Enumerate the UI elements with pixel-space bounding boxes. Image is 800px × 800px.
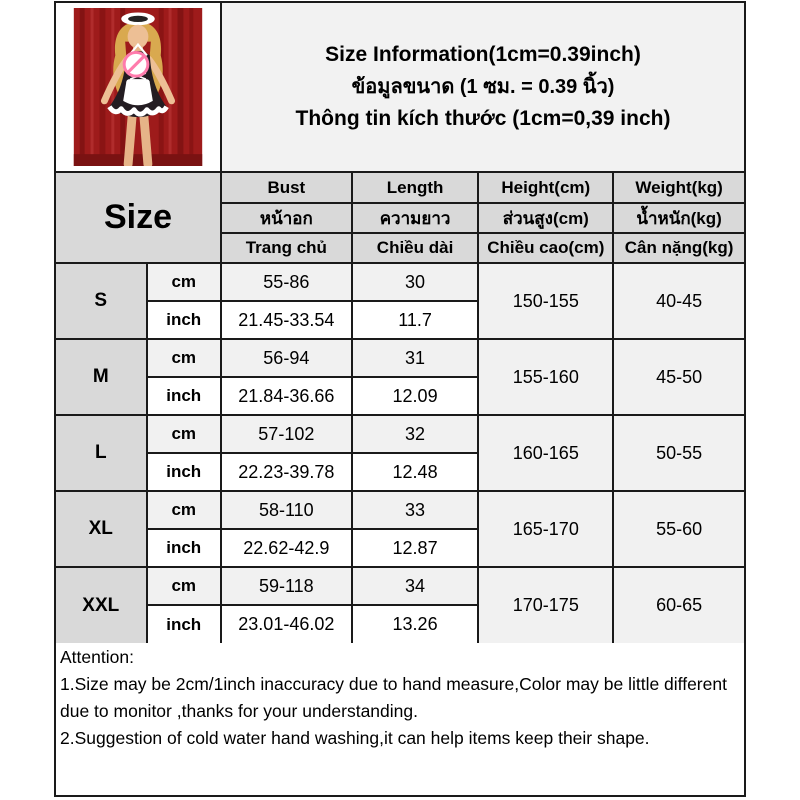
cell-length-inch: 11.7 [352,301,479,339]
attention-line-1: 1.Size may be 2cm/1inch inaccuracy due to hand measure,Color may be little different due to monitor ,thanks for your understanding. [60,674,727,721]
cell-bust-cm: 55-86 [221,263,352,301]
unit-cm: cm [147,415,221,453]
size-header-cell: Size [56,173,221,263]
cell-bust-inch: 22.23-39.78 [221,453,352,491]
cell-length-cm: 31 [352,339,479,377]
col-header-length-en: Length [352,173,479,203]
col-header-height-vi: Chiều cao(cm) [478,233,613,263]
cell-bust-cm: 56-94 [221,339,352,377]
unit-inch: inch [147,377,221,415]
col-header-weight-en: Weight(kg) [613,173,744,203]
header-row-english [56,173,744,203]
size-label-xxl: XXL [56,567,147,643]
cell-weight: 40-45 [613,263,744,339]
cell-bust-inch: 21.84-36.66 [221,377,352,415]
cell-bust-inch: 21.45-33.54 [221,301,352,339]
unit-cm: cm [147,491,221,529]
attention-heading: Attention: [60,647,134,667]
col-header-height-th: ส่วนสูง(cm) [478,203,613,233]
cell-length-inch: 12.87 [352,529,479,567]
unit-inch: inch [147,453,221,491]
unit-cm: cm [147,263,221,301]
cell-bust-inch: 22.62-42.9 [221,529,352,567]
cell-weight: 55-60 [613,491,744,567]
col-header-bust-vi: Trang chủ [221,233,352,263]
col-header-height-en: Height(cm) [478,173,613,203]
cell-height: 165-170 [478,491,613,567]
unit-inch: inch [147,529,221,567]
cell-weight: 50-55 [613,415,744,491]
cell-height: 170-175 [478,567,613,643]
cell-bust-cm: 59-118 [221,567,352,605]
size-chart-sheet [54,1,746,797]
table-row-s-cm [56,263,744,301]
col-header-bust-en: Bust [221,173,352,203]
cell-bust-cm: 58-110 [221,491,352,529]
cell-bust-inch: 23.01-46.02 [221,605,352,643]
size-label-l: L [56,415,147,491]
cell-length-inch: 12.48 [352,453,479,491]
title-vietnamese: Thông tin kích thước (1cm=0,39 inch) [295,107,671,130]
attention-line-2: 2.Suggestion of cold water hand washing,it can help items keep their shape. [60,728,650,748]
table-row-xxl-cm [56,567,744,605]
cell-length-cm: 33 [352,491,479,529]
unit-cm: cm [147,567,221,605]
table-row-m-cm [56,339,744,377]
col-header-length-vi: Chiều dài [352,233,479,263]
cell-length-inch: 13.26 [352,605,479,643]
title-thai: ข้อมูลขนาด (1 ซม. = 0.39 นิ้ว) [351,76,615,98]
prohibition-sign-icon [124,52,148,76]
unit-cm: cm [147,339,221,377]
cell-length-cm: 30 [352,263,479,301]
title-english: Size Information(1cm=0.39inch) [325,43,641,66]
col-header-bust-th: หน้าอก [221,203,352,233]
cell-bust-cm: 57-102 [221,415,352,453]
product-photo-cell [56,3,222,171]
size-label-xl: XL [56,491,147,567]
cell-weight: 45-50 [613,339,744,415]
cell-height: 150-155 [478,263,613,339]
cell-length-cm: 32 [352,415,479,453]
table-row-xl-cm [56,491,744,529]
col-header-weight-vi: Cân nặng(kg) [613,233,744,263]
unit-inch: inch [147,605,221,643]
white-apron [123,79,153,105]
header-section [56,3,744,173]
cell-weight: 60-65 [613,567,744,643]
attention-note [56,643,744,795]
size-label-s: S [56,263,147,339]
col-header-weight-th: น้ำหนัก(kg) [613,203,744,233]
unit-inch: inch [147,301,221,339]
table-row-l-cm [56,415,744,453]
title-block [222,3,744,171]
cell-height: 160-165 [478,415,613,491]
cell-height: 155-160 [478,339,613,415]
cell-length-cm: 34 [352,567,479,605]
size-label-m: M [56,339,147,415]
size-chart-table [56,173,744,643]
cell-length-inch: 12.09 [352,377,479,415]
col-header-length-th: ความยาว [352,203,479,233]
product-photo-maid-costume [73,8,203,166]
